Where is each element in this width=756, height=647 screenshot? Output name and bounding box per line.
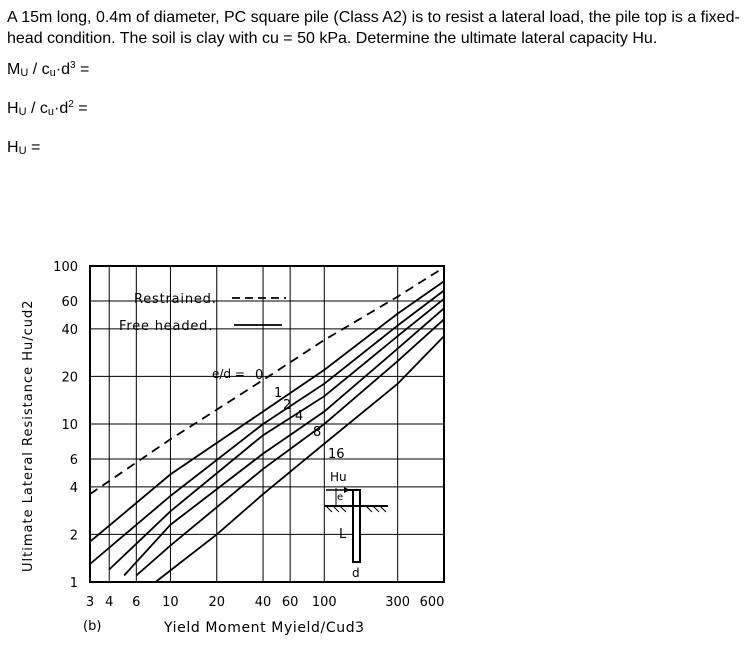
x-tick-label: 10 [162,595,179,610]
y-tick-label: 20 [61,370,78,386]
x-tick-label: 4 [105,595,114,610]
x-tick-label: 6 [132,595,141,610]
y-tick-label: 2 [69,528,78,544]
y-tick-label: 60 [61,295,78,311]
y-tick-label: 4 [69,480,78,496]
diameter-label: d [352,566,360,580]
arrow-icon [344,487,350,493]
x-tick-label: 600 [419,595,445,610]
load-label: Hu [330,470,347,484]
y-tick-label: 6 [69,453,78,469]
load-ratio-line: HU / $cu\cdot d^2$ = [7,99,88,118]
chart-grid [90,266,444,582]
curve-2 [109,299,444,570]
curve-4 [124,308,444,575]
y-tick-label: 1 [69,576,78,591]
curve-label-8: 8 [313,425,322,440]
y-tick-label: 10 [61,418,78,433]
problem-statement: A 15m long, 0.4m of diameter, PC square pile (Class A2) is to resist a lateral load, the pile top is a fixed-head condition. The soil is clay with cu = 50 kPa. Determine the ultimate lateral capacity Hu. [7,9,740,47]
y-tick-labels [53,260,78,591]
curve-label-16: 16 [328,447,345,462]
x-tick-label: 3 [85,595,95,610]
x-tick-labels [86,595,445,610]
x-tick-label: 100 [311,595,337,610]
chart-legend [119,292,286,334]
curve-label-2: 2 [283,398,292,413]
y-tick-label: 100 [53,260,78,275]
x-axis-label: Yield Moment Myield/Cud3 [164,620,365,636]
curve-label-4: 4 [295,409,304,424]
legend-label-free-headed: Free headed. [119,319,214,334]
x-tick-label: 20 [208,595,226,610]
y-tick-label: 40 [61,322,78,338]
moment-ratio-line: MU / $cu\cdot d^3$ = [7,60,90,79]
legend-label-restrained: Restrained. [134,292,217,307]
curve-label-1: 1 [274,386,283,401]
pile-shaft [353,490,360,562]
ed-prefix-label: e/d = [212,367,245,381]
capacity-line: HU = [7,139,41,157]
x-tick-label: 60 [281,595,299,610]
x-tick-label: 300 [385,595,411,610]
y-axis-label: Ultimate Lateral Resistance Hu/cud2 [21,299,36,572]
curve-label-0: 0 [255,368,264,383]
x-tick-label: 40 [254,595,272,610]
panel-label: (b) [83,619,102,634]
eccentricity-label: e [337,492,344,503]
length-label: L [339,527,347,542]
